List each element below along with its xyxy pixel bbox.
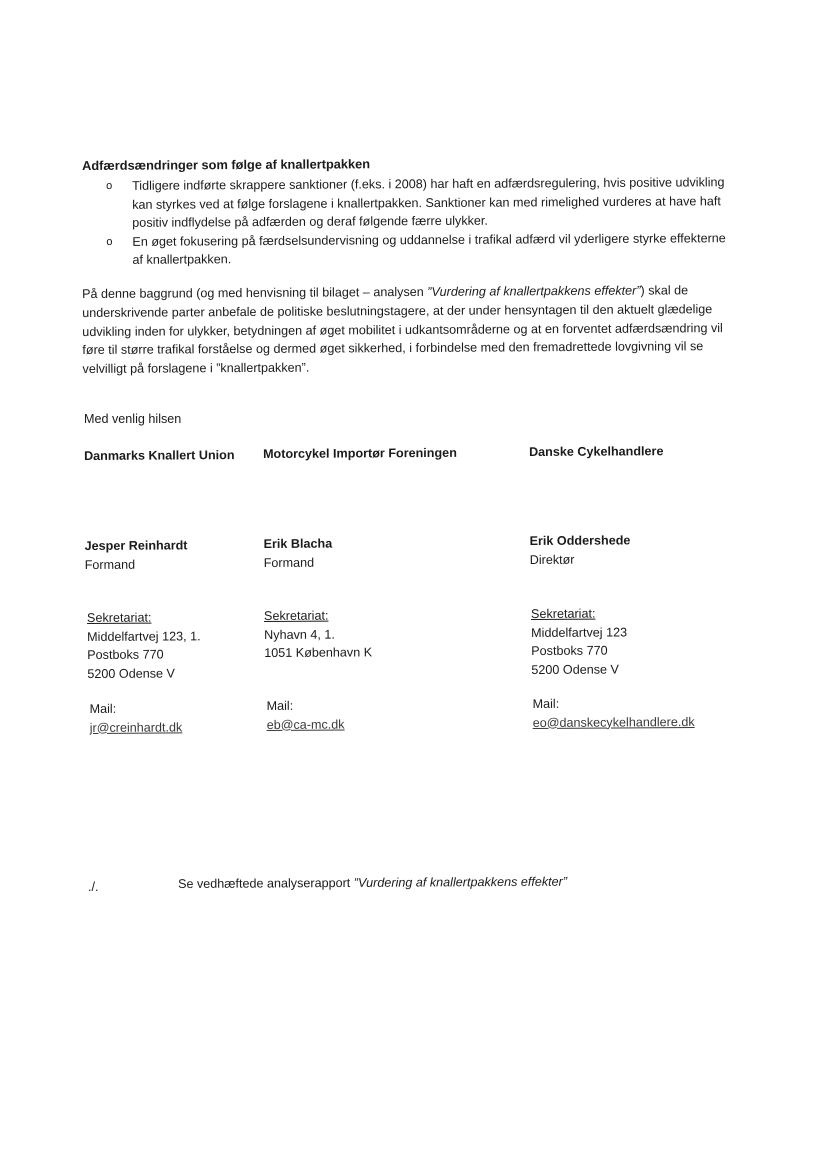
signatory-name: Erik Blacha <box>263 536 333 551</box>
mail-block <box>267 697 345 735</box>
secretariat-heading: Sekretariat: <box>530 606 596 621</box>
secretariat-heading: Sekretariat: <box>86 610 152 625</box>
bullet-text: En øget fokusering på færdselsundervisning og uddannelse i trafikal adfærd vil yderligere styrke effekterne af knallertpakken. <box>132 230 726 268</box>
organization-name: Danske Cykelhandlere <box>529 444 664 459</box>
bullet-item <box>106 173 726 233</box>
enclosure-note <box>178 875 567 891</box>
bullet-marker: o <box>106 235 113 248</box>
signatory-name: Erik Oddershede <box>529 533 631 548</box>
report-title-reference: ”Vurdering af knallertpakkens effekter” <box>427 283 641 299</box>
secretariat-address <box>531 604 627 679</box>
signatory-title: Formand <box>84 557 136 572</box>
email-link[interactable]: eo@danskecykelhandlere.dk <box>532 714 695 730</box>
enclosure-marker: ./. <box>88 880 99 894</box>
mail-label: Mail: <box>532 696 560 711</box>
bullet-list <box>106 173 727 270</box>
paragraph-text-end: ) skal de underskrivende parter anbefale de politiske beslutningstagere, at der under hensyntagen til den aktuelt glædelige udvikling inden for ulykker, betydningen af øget mobilitet i udkantsområderne og at en forventet adfærdsændring vil føre til større trafikal forståelse og dermed øget sikkerhed, i forbindelse med den fremadrettede lovgivning vil se velvilligt på forslagene i ”knallertpakken”. <box>82 283 723 377</box>
address-line: Middelfartvej 123, 1. <box>87 628 201 644</box>
address-line: 5200 Odense V <box>531 662 619 677</box>
section-heading: Adfærdsændringer som følge af knallertpakken <box>82 156 371 173</box>
address-line: Postboks 770 <box>87 647 164 663</box>
mail-block <box>90 699 183 737</box>
paragraph-text-start: På denne baggrund (og med henvisning til bilaget – analysen <box>82 284 428 301</box>
secretariat-heading: Sekretariat: <box>263 608 329 623</box>
address-line: Nyhavn 4, 1. <box>264 627 335 642</box>
bullet-marker: o <box>106 179 113 192</box>
enclosure-report-title: ”Vurdering af knallertpakkens effekter” <box>353 874 568 890</box>
mail-block <box>533 694 695 732</box>
bullet-item <box>106 229 726 270</box>
closing-salutation: Med venlig hilsen <box>84 412 182 426</box>
email-link[interactable]: eb@ca-mc.dk <box>266 717 345 732</box>
signatory-name: Jesper Reinhardt <box>84 538 188 553</box>
signatory-title: Direktør <box>529 552 575 567</box>
organization-name: Danmarks Knallert Union <box>84 448 235 463</box>
secretariat-address <box>264 606 372 662</box>
organization-name: Motorcykel Importør Foreningen <box>263 445 457 461</box>
secretariat-address <box>87 608 201 683</box>
email-link[interactable]: jr@creinhardt.dk <box>89 719 183 735</box>
address-line: 1051 København K <box>264 645 373 661</box>
enclosure-text: Se vedhæftede analyserapport <box>178 875 354 891</box>
address-line: Middelfartvej 123 <box>531 624 628 640</box>
address-line: 5200 Odense V <box>87 666 175 681</box>
address-line: Postboks 770 <box>531 643 608 659</box>
mail-label: Mail: <box>89 701 117 716</box>
mail-label: Mail: <box>266 698 294 713</box>
bullet-text: Tidligere indførte skrappere sanktioner (f.eks. i 2008) har haft en adfærdsregulering, hvis positive udvikling kan styrkes ved at følge forslagene i knallertpakken. Sanktioner kan med rimelighed vurderes at have haft positiv indflydelse på adfærden og deraf følgende færre ulykker. <box>132 175 725 231</box>
body-paragraph <box>82 281 743 379</box>
signatory-title: Formand <box>263 555 315 570</box>
